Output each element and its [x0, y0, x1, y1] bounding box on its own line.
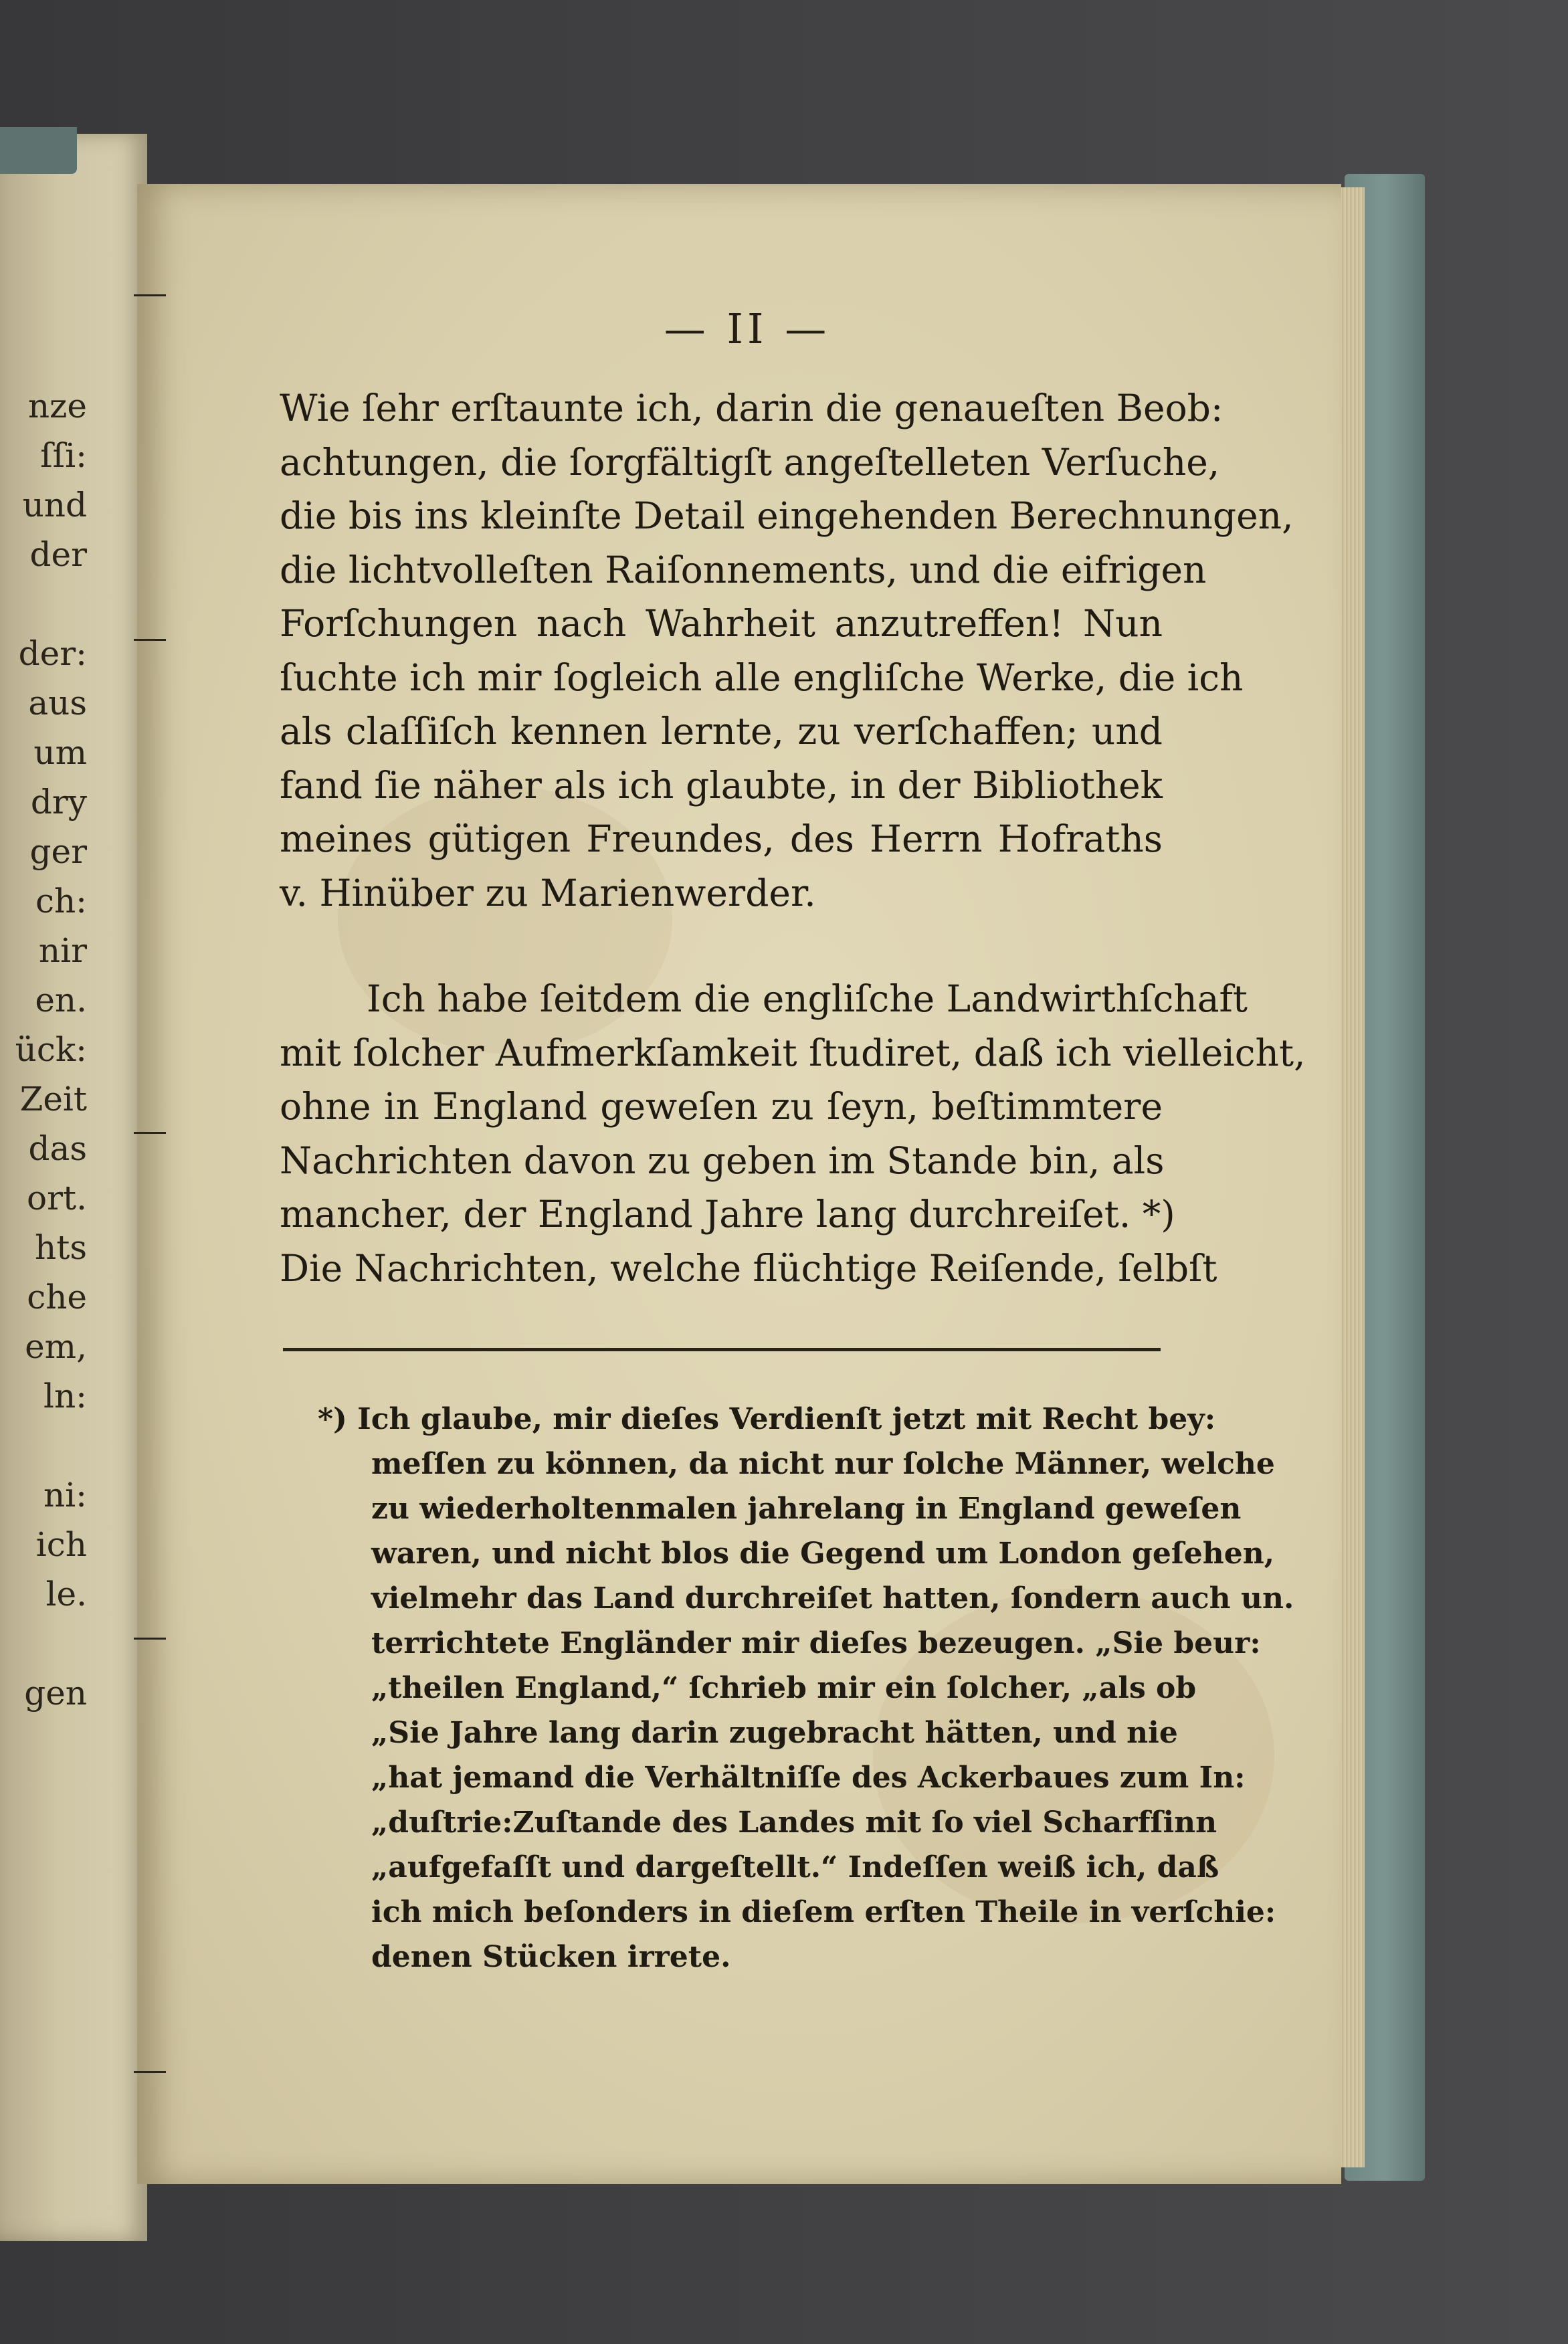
text-line: ohne in England geweſen zu ſeyn, beſtimmtere [280, 1085, 1163, 1128]
text-line: fand ſie näher als ich glaubte, in der Bibliothek [280, 763, 1163, 807]
text-line: die bis ins kleinſte Detail eingehenden Berechnungen, [280, 494, 1294, 537]
left-fragment: ni: [43, 1476, 87, 1515]
text-line: ſuchte ich mir ſogleich alle engliſche Werke, die ich [280, 656, 1244, 699]
left-fragment: nir [38, 931, 87, 970]
left-fragment: um [33, 733, 87, 772]
footnote-line: *) Ich glaube, mir dieſes Verdienſt jetzt mit Recht bey: [318, 1402, 1216, 1436]
text-line: mit ſolcher Aufmerkſamkeit ſtudiret, daß ich vielleicht, [280, 1031, 1306, 1074]
gutter-mark [134, 1132, 166, 1134]
left-fragment: dry [30, 783, 87, 821]
left-fragment [0, 1619, 87, 1668]
footnote-line: „hat jemand die Verhältniſſe des Ackerbaues zum In: [371, 1761, 1246, 1795]
footnote-line: vielmehr das Land durchreiſet hatten, ſondern auch un. [371, 1581, 1294, 1616]
left-fragment: das [28, 1129, 87, 1168]
footnote-line: „aufgefaſſt und dargeſtellt.“ Indeſſen weiß ich, daß [371, 1850, 1219, 1884]
gutter-mark [134, 294, 166, 296]
left-fragment: che [27, 1278, 87, 1316]
left-fragment [0, 1421, 87, 1470]
main-text [280, 381, 1306, 1295]
left-fragment: und [22, 486, 87, 524]
gutter-mark [134, 639, 166, 641]
footnote-line: waren, und nicht blos die Gegend um London geſehen, [371, 1537, 1275, 1571]
text-line: mancher, der England Jahre lang durchreiſet. *) [280, 1193, 1175, 1236]
text-line: Ich habe ſeitdem die engliſche Landwirthſchaft [367, 977, 1248, 1020]
footnote-line: denen Stücken irrete. [371, 1940, 731, 1974]
left-fragment: ück: [15, 1030, 87, 1069]
gutter-mark [134, 1638, 166, 1640]
left-fragment: le. [45, 1575, 87, 1614]
left-fragment: hts [35, 1228, 87, 1267]
left-fragment: ln: [43, 1377, 87, 1415]
left-fragment: en. [35, 981, 87, 1019]
left-fragment: aus [28, 684, 87, 722]
left-cover-corner [0, 127, 77, 174]
footnote-line: „Sie Jahre lang darin zugebracht hätten, und nie [371, 1716, 1178, 1750]
footnote-line: „theilen England,“ ſchrieb mir ein ſolcher, „als ob [371, 1671, 1197, 1705]
left-fragment: der: [18, 634, 87, 673]
footnote-line: ich mich beſonders in dieſem erſten Theile in verſchie: [371, 1895, 1276, 1929]
footnote-line: zu wiederholtenmalen jahrelang in England geweſen [371, 1492, 1242, 1526]
text-line: meines gütigen Freundes, des Herrn Hofraths [280, 817, 1163, 860]
text-line: Die Nachrichten, welche flüchtige Reiſende, ſelbſt [280, 1246, 1217, 1290]
footnote-line: terrichtete Engländer mir dieſes bezeugen. „Sie beur: [371, 1626, 1261, 1660]
text-line: Forſchungen nach Wahrheit anzutreffen! Nun [280, 602, 1163, 645]
left-fragment [0, 579, 87, 629]
left-fragment: ich [35, 1525, 87, 1564]
text-line: Nachrichten davon zu geben im Stande bin, als [280, 1139, 1165, 1182]
text-line: v. Hinüber zu Marienwerder. [280, 871, 816, 914]
left-fragment: em, [25, 1327, 87, 1366]
footnote [318, 1397, 1294, 1979]
footnote-line: „duſtrie:Zuſtande des Landes mit ſo viel Scharfſinn [371, 1805, 1217, 1840]
text-line: achtungen, die ſorgfältigſt angeſtelleten Verſuche, [280, 440, 1220, 484]
text-line: Wie ſehr erſtaunte ich, darin die genaueſten Beob: [280, 387, 1223, 429]
left-fragment: ger [29, 832, 87, 871]
left-fragment: ſſi: [40, 436, 87, 475]
left-fragment: gen [24, 1674, 87, 1713]
text-line: als claſſiſch kennen lernte, zu verſchaffen; und [280, 710, 1163, 753]
text-line: die lichtvolleſten Raiſonnements, und die eifrigen [280, 548, 1207, 591]
page-number: — II — [664, 304, 831, 353]
gutter-mark [134, 2071, 166, 2073]
left-fragment: Zeit [19, 1080, 87, 1118]
footnote-line: meſſen zu können, da nicht nur ſolche Männer, welche [371, 1447, 1275, 1481]
footnote-rule [283, 1348, 1161, 1351]
paragraph-gap [280, 920, 1163, 972]
left-fragment: ch: [35, 882, 87, 920]
left-fragment: ort. [27, 1179, 87, 1217]
left-fragment: der [29, 535, 87, 574]
left-page-fragments [0, 381, 87, 1718]
left-fragment: nze [27, 387, 87, 425]
